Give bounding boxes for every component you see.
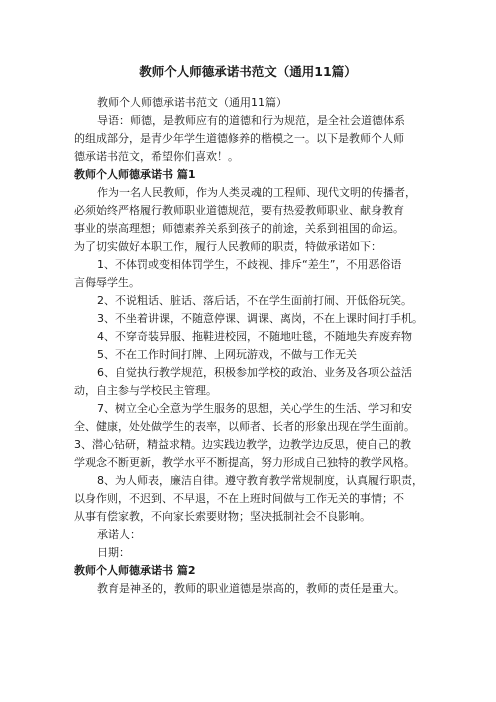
list-item: 动，自主参与学校民主管理。 [74,384,217,397]
paragraph-line: 作为一名人民教师，作为人类灵魂的工程师、现代文明的传播者， [97,186,416,199]
section-heading: 教师个人师德承诺书 篇1 [74,168,196,181]
paragraph-line: 教育是神圣的，教师的职业道德是崇高的，教师的责任是重大。 [97,582,405,595]
list-item: 从事有偿家教，不向家长索要财物；坚决抵制社会不良影响。 [74,510,371,523]
list-item: 言侮辱学生。 [74,276,140,289]
section-heading: 教师个人师德承诺书 篇2 [74,564,196,577]
intro-line: 德承诺书范文，希望你们喜欢！。 [74,150,239,163]
list-item: 全、健康，处处做学生的表率，以师者、长者的形象出现在学生面前。 [74,420,415,433]
list-item: 学观念不断更新，教学水平不断提高，努力形成自己独特的教学风格。 [74,456,415,469]
list-item: 6、自觉执行教学规范，积极参加学校的政治、业务及各项公益活 [97,366,412,379]
list-item: 以身作则，不迟到、不早退，不在上班时间做与工作无关的事情；不 [74,492,404,505]
list-item: 5、不在工作时间打牌、上网玩游戏，不做与工作无关 [97,348,357,361]
document-title: 教师个人师德承诺书范文（通用11篇） [139,64,357,79]
list-item: 3、不坐着讲课，不随意停课、调课、离岗，不在上课时间打手机。 [97,312,423,325]
date-label: 日期： [97,546,130,559]
list-item: 4、不穿奇装异服、拖鞋进校园，不随地吐毯，不随地失弃废弃物 [97,330,412,343]
list-item: 7、树立全心全意为学生服务的思想，关心学生的生活、学习和安 [97,402,412,415]
list-item: 2、不说粗话、脏话、落后话，不在学生面前打闹、开低俗玩笑。 [97,294,412,307]
intro-line: 的组成部分，是青少年学生道德修养的楷模之一。以下是教师个人师 [74,132,404,145]
promiser-label: 承诺人： [97,528,141,541]
paragraph-line: 事业的崇高理想；师德素养关系到孩子的前途，关系到祖国的命运。 [74,222,404,235]
list-item: 1、不体罚或变相体罚学生，不歧视、排斥“差生”，不用恶俗语 [97,258,402,271]
list-item: 3、潜心钻研，精益求精。边实践边教学，边教学边反思，使自己的教 [74,438,411,451]
list-item: 8、为人师表，廉洁自律。遵守教育教学常规制度，认真履行职责， [97,474,423,487]
paragraph-line: 为了切实做好本职工作，履行人民教师的职责，特做承诺如下： [74,240,382,253]
paragraph-line: 必须始终严格履行教师职业道德规范，要有热爱教师职业、献身教育 [74,204,404,217]
subtitle: 教师个人师德承诺书范文（通用11篇） [97,96,287,109]
intro-line: 导语：师德，是教师应有的道德和行为规范，是全社会道德体系 [97,114,405,127]
